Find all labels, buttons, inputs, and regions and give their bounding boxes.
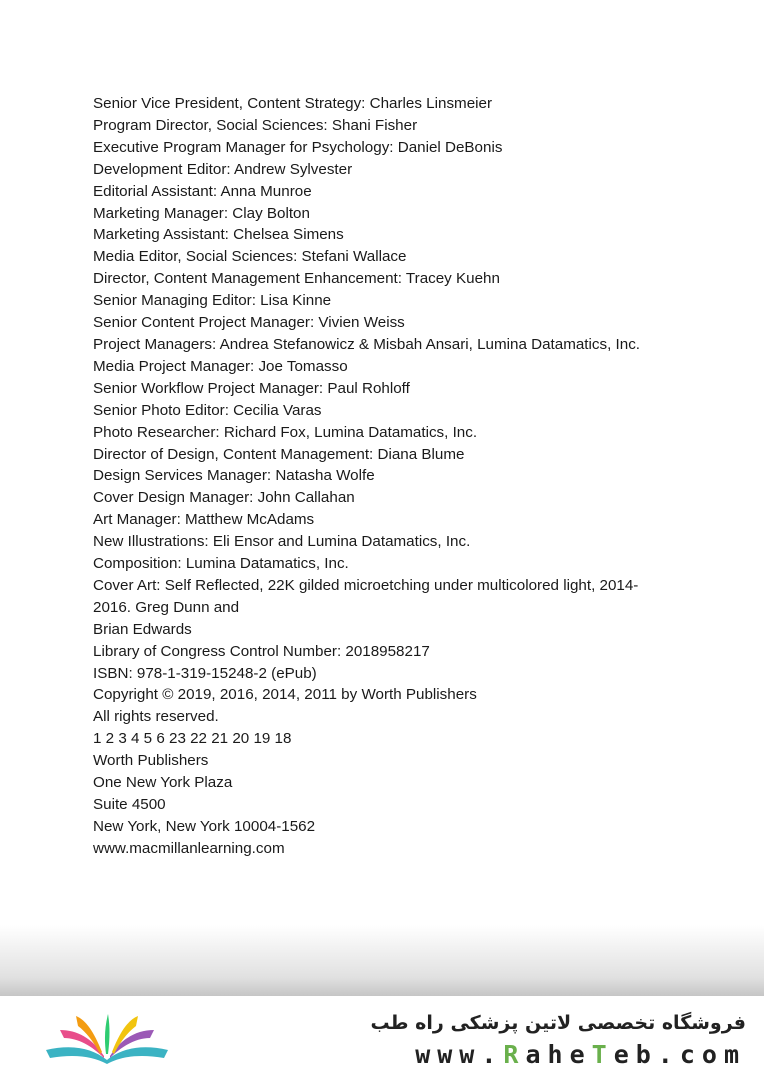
credit-line: Suite 4500 [93,796,166,813]
credit-line: Composition: Lumina Datamatics, Inc. [93,555,349,573]
credit-line: Marketing Assistant: Chelsea Simens [93,226,344,244]
credit-line: All rights reserved. [93,708,219,726]
credit-line: Art Manager: Matthew McAdams [93,511,315,529]
credit-line: Brian Edwards [93,620,192,638]
credit-line: Media Project Manager: Joe Tomasso [93,357,348,375]
credit-line: Editorial Assistant: Anna Munroe [93,182,312,200]
credits-block [93,93,673,860]
credit-line: Executive Program Manager for Psychology: Daniel DeBonis [93,138,503,156]
credit-line: Program Director, Social Sciences: Shani Fisher [93,116,418,134]
watermark-footer [0,996,764,1080]
credit-line: Design Services Manager: Natasha Wolfe [93,467,375,485]
credit-line: Senior Managing Editor: Lisa Kinne [93,292,332,310]
credit-line: Cover Art: Self Reflected, 22K gilded microetching under multicolored light, 2014-2016. Greg Dunn and [93,576,639,616]
credit-line: Project Managers: Andrea Stefanowicz & Misbah Ansari, Lumina Datamatics, Inc. [93,335,641,353]
credit-line: Worth Publishers [93,752,209,770]
credit-line: Development Editor: Andrew Sylvester [93,160,353,178]
site-url: www.RaheTeb.com [415,1040,746,1069]
credit-line: Director, Content Management Enhancement: Tracey Kuehn [93,270,500,288]
credit-line: Director of Design, Content Management: Diana Blume [93,445,465,463]
open-book-logo-icon [42,1008,172,1068]
credit-line: Senior Vice President, Content Strategy: Charles Linsmeier [93,95,493,112]
credit-line: Cover Design Manager: John Callahan [93,489,355,507]
credit-line: 1 2 3 4 5 6 23 22 21 20 19 18 [93,730,292,748]
credit-line: Library of Congress Control Number: 2018958217 [93,642,430,660]
credit-line: New York, New York 10004-1562 [93,817,316,835]
credit-line: Senior Content Project Manager: Vivien Weiss [93,314,405,332]
credit-line: One New York Plaza [93,774,233,792]
credit-line: Senior Photo Editor: Cecilia Varas [93,401,322,419]
credit-line: Media Editor, Social Sciences: Stefani Wallace [93,248,407,266]
credit-line: Copyright © 2019, 2016, 2014, 2011 by Worth Publishers [93,686,477,704]
credit-line: ISBN: 978-1-319-15248-2 (ePub) [93,664,317,682]
page-shadow [0,925,764,1000]
credit-line: Senior Workflow Project Manager: Paul Rohloff [93,379,410,397]
credit-line: New Illustrations: Eli Ensor and Lumina Datamatics, Inc. [93,533,471,551]
credit-line: www.macmillanlearning.com [93,839,285,857]
credit-line: Marketing Manager: Clay Bolton [93,204,310,222]
credit-line: Photo Researcher: Richard Fox, Lumina Datamatics, Inc. [93,423,478,441]
store-name: فروشگاه تخصصی لاتین پزشکی راه طب [370,1012,746,1034]
